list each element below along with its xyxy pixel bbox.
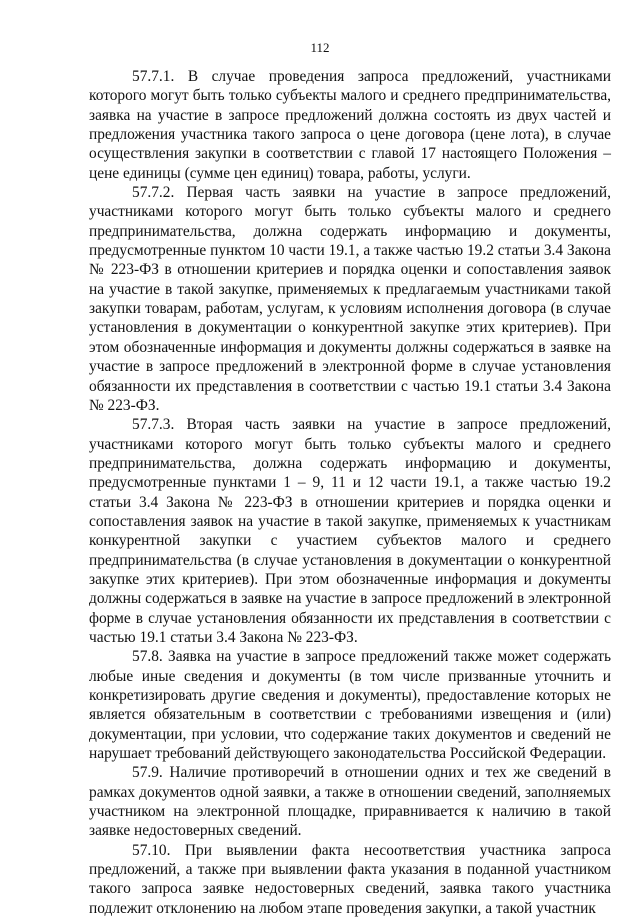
- paragraph-57-7-2: 57.7.2. Первая часть заявки на участие в запросе предложений, участниками которого могут быть только субъекты малого и среднего предпринимательства, должна содержать информацию и документы, предусмотренные пунктом 10 части 19.1, а также частью 19.2 статьи 3.4 Закона № 223-ФЗ в отношении критериев и порядка оценки и сопоставления заявок на участие в такой закупке, применяемых к предлагаемым участниками такой закупки товарам, работам, услугам, к условиям исполнения договора (в случае установления в документации о конкурентной закупке этих критериев). При этом обозначенные информация и документы должны содержаться в заявке на участие в запросе предложений в электронной форме в случае установления обязанности их представления в соответствии с частью 19.1 статьи 3.4 Закона № 223-ФЗ.: [89, 184, 611, 414]
- paragraph-57-8: 57.8. Заявка на участие в запросе предложений также может содержать любые иные сведения и документы (в том числе призванные уточнить и конкретизировать другие сведения и документы), предоставление которых не является обязательным в соответствии с требованиями извещения и (или) документации, при условии, что содержание таких документов и сведений не нарушает требований действующего законодательства Российской Федерации.: [89, 648, 611, 763]
- paragraph-57-9: 57.9. Наличие противоречий в отношении одних и тех же сведений в рамках документов одной заявки, а также в отношении сведений, заполняемых участником на электронной площадке, приравнивается к наличию в такой заявке недостоверных сведений.: [89, 764, 611, 840]
- paragraph-57-7-1: 57.7.1. В случае проведения запроса предложений, участниками которого могут быть только субъекты малого и среднего предпринимательства, заявка на участие в запросе предложений должна состоять из двух частей и предложения участника такого запроса о цене договора (цене лота), в случае осуществления закупки в соответствии с главой 17 настоящего Положения – цене единицы (сумме цен единиц) товара, работы, услуги.: [89, 68, 611, 182]
- page-number: 112: [310, 40, 330, 55]
- paragraph-57-7-3: 57.7.3. Вторая часть заявки на участие в запросе предложений, участниками которого могут быть только субъекты малого и среднего предпринимательства, должна содержать информацию и документы, предусмотренные пунктами 1 – 9, 11 и 12 части 19.1, а также частью 19.2 статьи 3.4 Закона № 223-ФЗ в отношении критериев и порядка оценки и сопоставления заявок на участие в такой закупке, применяемых к участникам конкурентной закупки с участием субъектов малого и среднего предпринимательства (в случае установления в документации о конкурентной закупке этих критериев). При этом обозначенные информация и документы должны содержаться в заявке на участие в запросе предложений в электронной форме в случае установления обязанности их представления в соответствии с частью 19.1 статьи 3.4 Закона № 223-ФЗ.: [89, 416, 611, 646]
- document-body: [89, 67, 611, 918]
- paragraph-57-10: 57.10. При выявлении факта несоответствия участника запроса предложений, а также при выявлении факта указания в поданной участником такого запроса заявке недостоверных сведений, заявка такого участника подлежит отклонению на любом этапе проведения закупки, а такой участник: [89, 841, 611, 917]
